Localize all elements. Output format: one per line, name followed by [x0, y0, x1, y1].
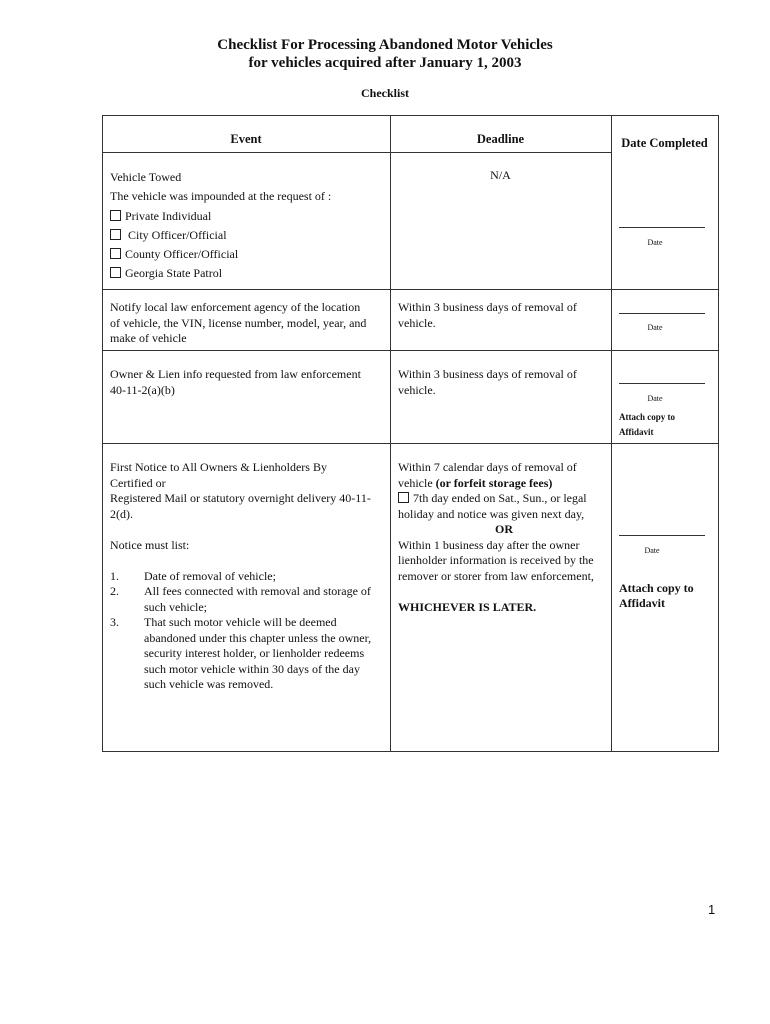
list-line: That such motor vehicle will be deemed — [144, 615, 337, 629]
row4-event-line: Certified or — [110, 475, 166, 490]
forfeit-storage-fees-text: (or forfeit storage fees) — [435, 475, 553, 490]
row4-deadline-line — [398, 476, 610, 492]
list-line: such vehicle was removed. — [144, 677, 274, 691]
row3-deadline-line: vehicle. — [398, 382, 436, 397]
row4-deadline-line: holiday and notice was given next day, — [398, 506, 585, 521]
row3-date-line[interactable] — [619, 383, 705, 384]
option-city-officer[interactable]: City Officer/Official — [110, 226, 385, 245]
option-private-individual[interactable]: Private Individual — [110, 207, 385, 226]
row1-event — [110, 168, 385, 284]
list-line: such vehicle; — [144, 599, 207, 614]
checkbox[interactable] — [110, 229, 121, 240]
row3-event-line: 40-11-2(a)(b) — [110, 382, 175, 397]
table-border-right — [718, 115, 719, 751]
page-number: 1 — [708, 902, 716, 917]
row4-deadline-line: Within 7 calendar days of removal of — [398, 460, 577, 474]
row4-deadline-line: lienholder information is received by the — [398, 553, 594, 567]
list-item — [110, 569, 390, 585]
list-number: 3. — [110, 615, 119, 629]
row1-date-line[interactable] — [619, 227, 705, 228]
row2-deadline — [398, 300, 610, 331]
row4-event-line: First Notice to All Owners & Lienholders By — [110, 460, 327, 474]
row4-deadline-line: Within 1 business day after the owner — [398, 537, 580, 552]
row3-deadline-line: Within 3 business days of removal of — [398, 367, 577, 381]
row1-date-label: Date — [647, 238, 663, 247]
weekend-holiday-option[interactable]: 7th day ended on Sat., Sun., or legal — [398, 491, 610, 507]
row2-deadline-line: vehicle. — [398, 315, 436, 330]
row3-deadline — [398, 367, 610, 398]
row3-event-line: Owner & Lien info requested from law enforcement — [110, 367, 361, 381]
row4-deadline-line: remover or storer from law enforcement, — [398, 568, 594, 583]
option-county-officer[interactable]: County Officer/Official — [110, 245, 385, 264]
row4-date-line[interactable] — [619, 535, 705, 536]
list-line: such motor vehicle within 30 days of the day — [144, 661, 360, 676]
row3-date-label: Date — [647, 394, 663, 403]
row3-event — [110, 367, 388, 398]
row3-attach-line: Affidavit — [619, 427, 654, 437]
row4-attach-line: Affidavit — [619, 596, 665, 610]
table-border-top — [102, 115, 719, 116]
row2-event-line: make of vehicle — [110, 331, 187, 345]
list-number: 1. — [110, 568, 119, 583]
table-border-left — [102, 115, 103, 751]
row-divider-1 — [102, 289, 719, 290]
row2-event — [110, 300, 388, 347]
list-item — [110, 615, 390, 693]
row3-attach-note — [619, 410, 675, 440]
row4-attach-note — [619, 581, 694, 611]
row2-date-label: Date — [647, 323, 663, 332]
column-divider-2 — [611, 115, 612, 751]
row2-event-line: of vehicle, the VIN, license number, model, year, and — [110, 315, 367, 330]
notice-must-list-label: Notice must list: — [110, 537, 190, 552]
checkbox[interactable] — [110, 267, 121, 278]
column-divider-1 — [390, 115, 391, 751]
notice-list — [110, 569, 390, 693]
option-georgia-state-patrol[interactable]: Georgia State Patrol — [110, 264, 385, 283]
row4-event-line: Registered Mail or statutory overnight delivery 40-11- — [110, 491, 371, 505]
document-title-line-1: Checklist For Processing Abandoned Motor Vehicles — [217, 37, 553, 53]
checkbox[interactable] — [110, 248, 121, 259]
list-line: abandoned under this chapter unless the owner, — [144, 630, 372, 645]
row-divider-3 — [102, 443, 719, 444]
table-border-bottom — [102, 751, 719, 752]
list-line: security interest holder, or lienholder redeems — [144, 646, 365, 660]
list-number: 2. — [110, 584, 119, 598]
header-date-completed: Date Completed — [621, 136, 708, 150]
row4-event — [110, 460, 390, 693]
row1-event-title: Vehicle Towed — [110, 170, 182, 184]
checkbox[interactable] — [398, 492, 409, 503]
row4-deadline — [398, 460, 610, 615]
row1-event-text: The vehicle was impounded at the request of : — [110, 189, 332, 204]
row1-deadline: N/A — [490, 168, 511, 182]
whichever-is-later: WHICHEVER IS LATER. — [398, 599, 537, 614]
header-event: Event — [230, 132, 262, 146]
row2-deadline-line: Within 3 business days of removal of — [398, 300, 577, 314]
row2-date-line[interactable] — [619, 313, 705, 314]
row2-event-line: Notify local law enforcement agency of the location — [110, 300, 361, 314]
row4-attach-line: Attach copy to — [619, 581, 694, 595]
list-line: Date of removal of vehicle; — [144, 568, 276, 583]
document-title-line-2: for vehicles acquired after January 1, 2003 — [248, 55, 522, 71]
list-line: All fees connected with removal and storage of — [144, 584, 371, 598]
list-item — [110, 584, 390, 615]
deadline-text: vehicle — [398, 475, 436, 490]
checkbox[interactable] — [110, 210, 121, 221]
row3-attach-line: Attach copy to — [619, 412, 675, 422]
row4-event-line: 2(d). — [110, 506, 133, 521]
header-deadline: Deadline — [476, 132, 525, 146]
row-divider-2 — [102, 350, 719, 351]
checklist-subtitle: Checklist — [361, 86, 409, 100]
header-divider — [102, 152, 611, 153]
row4-date-label: Date — [644, 546, 660, 555]
or-separator: OR — [495, 522, 513, 536]
